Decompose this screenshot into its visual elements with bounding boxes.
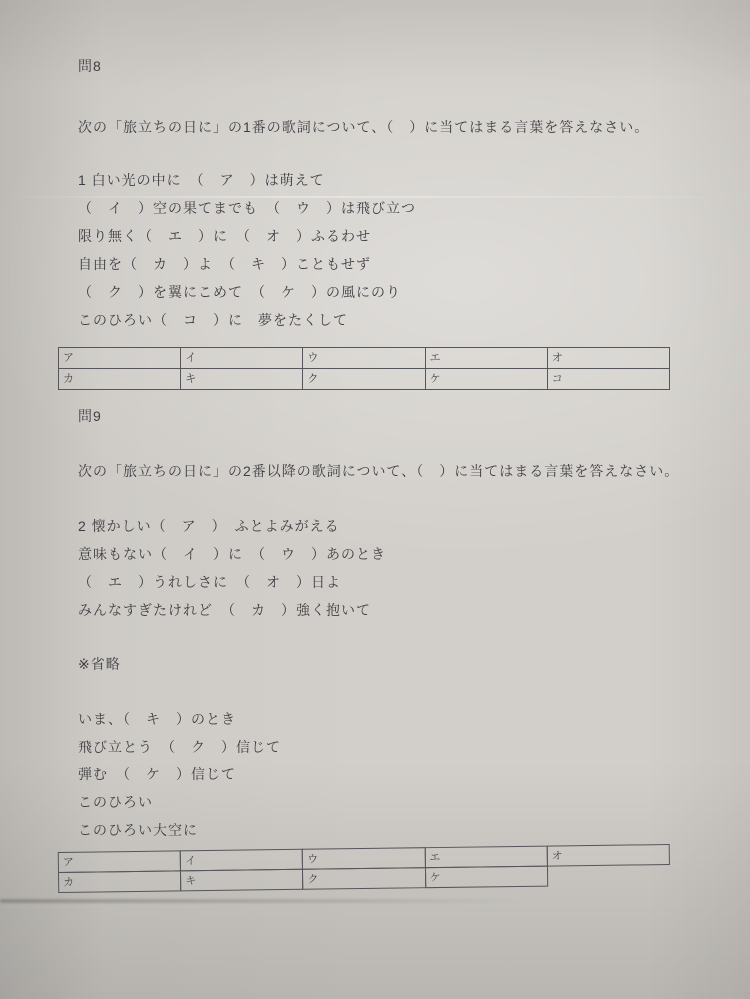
answer-cell: ク [302,867,425,890]
answer-cell: キ [180,368,303,390]
q9-lyric-line-2: 意味もない（ イ ）に （ ウ ）あのとき [78,546,386,562]
answer-cell: ア [58,347,181,369]
q9-lyric-line-4: みんなすぎたけれど （ カ ）強く抱いて [78,602,371,618]
omission-note: ※省略 [78,656,121,672]
question8-label: 問8 [78,58,102,74]
answer-cell: カ [58,870,181,893]
q8-lyric-line-2: （ イ ）空の果てまでも （ ウ ）は飛び立つ [78,200,416,216]
q8-answer-table [58,347,674,390]
answer-cell: ク [302,368,425,390]
q9-lyric-line-6: 飛び立とう （ ク ）信じて [78,739,281,755]
answer-cell: イ [180,849,303,872]
answer-cell: ウ [302,347,425,369]
answer-cell: カ [58,368,181,390]
answer-cell: コ [547,368,670,390]
question8-instruction: 次の「旅立ちの日に」の1番の歌詞について、（ ）に当てはまる言葉を答えなさい。 [78,119,650,135]
q9-lyric-line-8: このひろい [78,794,153,810]
answer-cell: キ [180,869,303,892]
question9-instruction: 次の「旅立ちの日に」の2番以降の歌詞について、（ ）に当てはまる言葉を答えなさい。 [78,463,680,479]
q9-lyric-line-9: このひろい大空に [78,822,198,838]
q9-lyric-line-5: いま、（ キ ）のとき [78,711,236,727]
answer-cell: オ [546,844,669,867]
answer-cell: ウ [302,847,425,870]
answer-cell: エ [425,347,548,369]
answer-cell: オ [547,347,670,369]
answer-cell: ケ [425,866,548,889]
q9-lyric-line-1: 2 懐かしい（ ア ） ふとよみがえる [78,518,340,534]
q8-lyric-line-3: 限り無く（ エ ）に （ オ ）ふるわせ [78,228,371,244]
q8-lyric-line-5: （ ク ）を翼にこめて （ ケ ）の風にのり [78,284,401,300]
answer-cell: エ [424,846,547,869]
q8-lyric-line-4: 自由を（ カ ）よ （ キ ）こともせず [78,256,371,272]
answer-cell: ケ [425,368,548,390]
q9-lyric-line-3: （ エ ）うれしさに （ オ ）日よ [78,574,341,590]
q8-lyric-line-6: このひろい（ コ ）に 夢をたくして [78,312,348,328]
q9-answer-table [58,844,674,893]
question9-label: 問9 [78,408,102,424]
q8-answer-row-1 [58,347,674,369]
paper-crease [0,196,750,198]
q8-answer-row-2 [58,368,674,390]
paper-fold-shadow [0,899,520,903]
q8-lyric-line-1: 1 白い光の中に （ ア ）は萌えて [78,172,325,188]
answer-cell: ア [58,850,181,873]
answer-cell: イ [180,347,303,369]
q9-lyric-line-7: 弾む （ ケ ）信じて [78,766,236,782]
